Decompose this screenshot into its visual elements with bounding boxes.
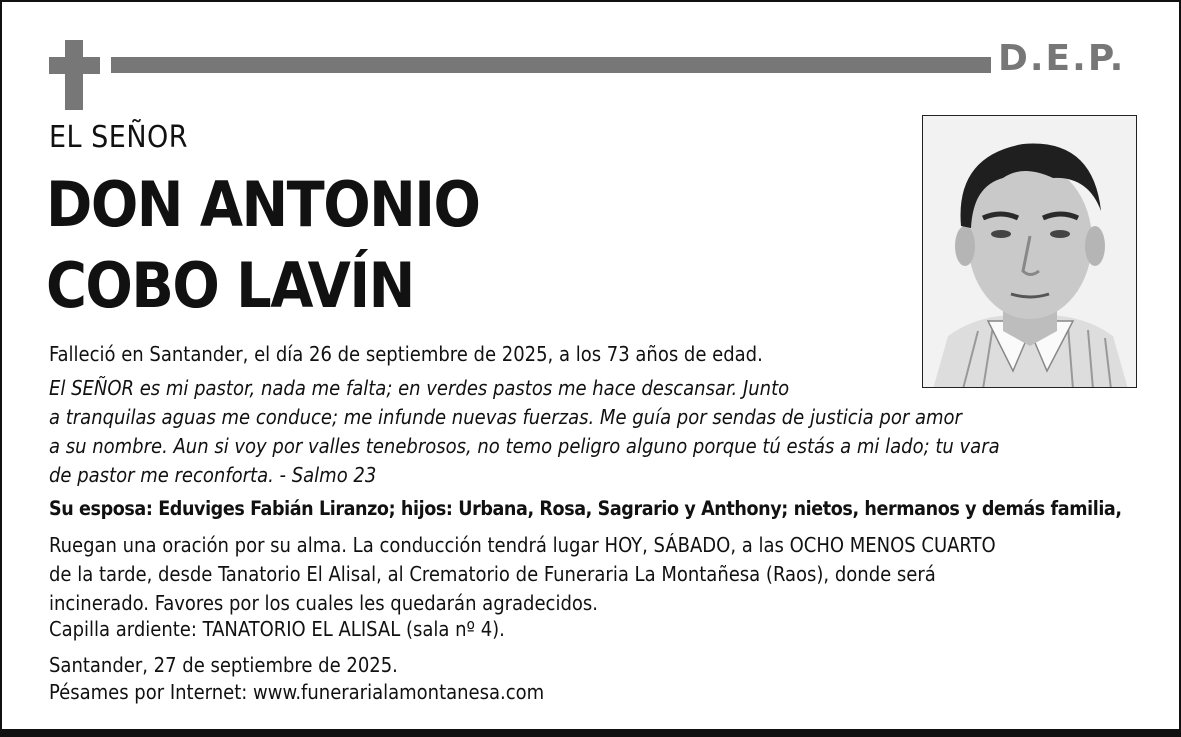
- psalm-line: de pastor me reconforta. - Salmo 23: [49, 463, 377, 487]
- website-line: Pésames por Internet: www.funerarialamontanesa.com: [49, 680, 545, 704]
- psalm-line: El SEÑOR es mi pastor, nada me falta; en verdes pastos me hace descansar. Junto: [49, 376, 790, 400]
- death-notice: Falleció en Santander, el día 26 de septiembre de 2025, a los 73 años de edad.: [49, 342, 763, 366]
- honorific: EL SEÑOR: [49, 120, 189, 155]
- service-line: Ruegan una oración por su alma. La conducción tendrá lugar HOY, SÁBADO, a las OCHO MENOS CUARTO: [49, 533, 996, 557]
- name-line-2: COBO LAVÍN: [46, 249, 414, 322]
- psalm-line: a su nombre. Aun si voy por valles tenebrosos, no temo peligro alguno porque tú estás a mi lado; tu vara: [49, 434, 1000, 458]
- header-rule: [111, 57, 991, 73]
- service-line: de la tarde, desde Tanatorio El Alisal, al Crematorio de Funeraria La Montañesa (Raos), donde será: [49, 562, 936, 586]
- chapel-line: Capilla ardiente: TANATORIO EL ALISAL (sala nº 4).: [49, 617, 505, 641]
- dep-badge: D.E.P.: [998, 38, 1126, 79]
- family-line: Su esposa: Eduviges Fabián Liranzo; hijos: Urbana, Rosa, Sagrario y Anthony; nietos, hermanos y demás familia,: [49, 497, 1122, 520]
- portrait-illustration: [923, 116, 1137, 388]
- cross-icon-bar: [49, 57, 100, 74]
- service-line: incinerado. Favores por los cuales les quedarán agradecidos.: [49, 591, 598, 615]
- cross-icon: [65, 40, 83, 110]
- psalm-line: a tranquilas aguas me conduce; me infunde nuevas fuerzas. Me guía por sendas de justicia por amor: [49, 405, 962, 429]
- name-line-1: DON ANTONIO: [46, 168, 480, 241]
- portrait-photo: [922, 115, 1137, 388]
- place-date: Santander, 27 de septiembre de 2025.: [49, 653, 398, 677]
